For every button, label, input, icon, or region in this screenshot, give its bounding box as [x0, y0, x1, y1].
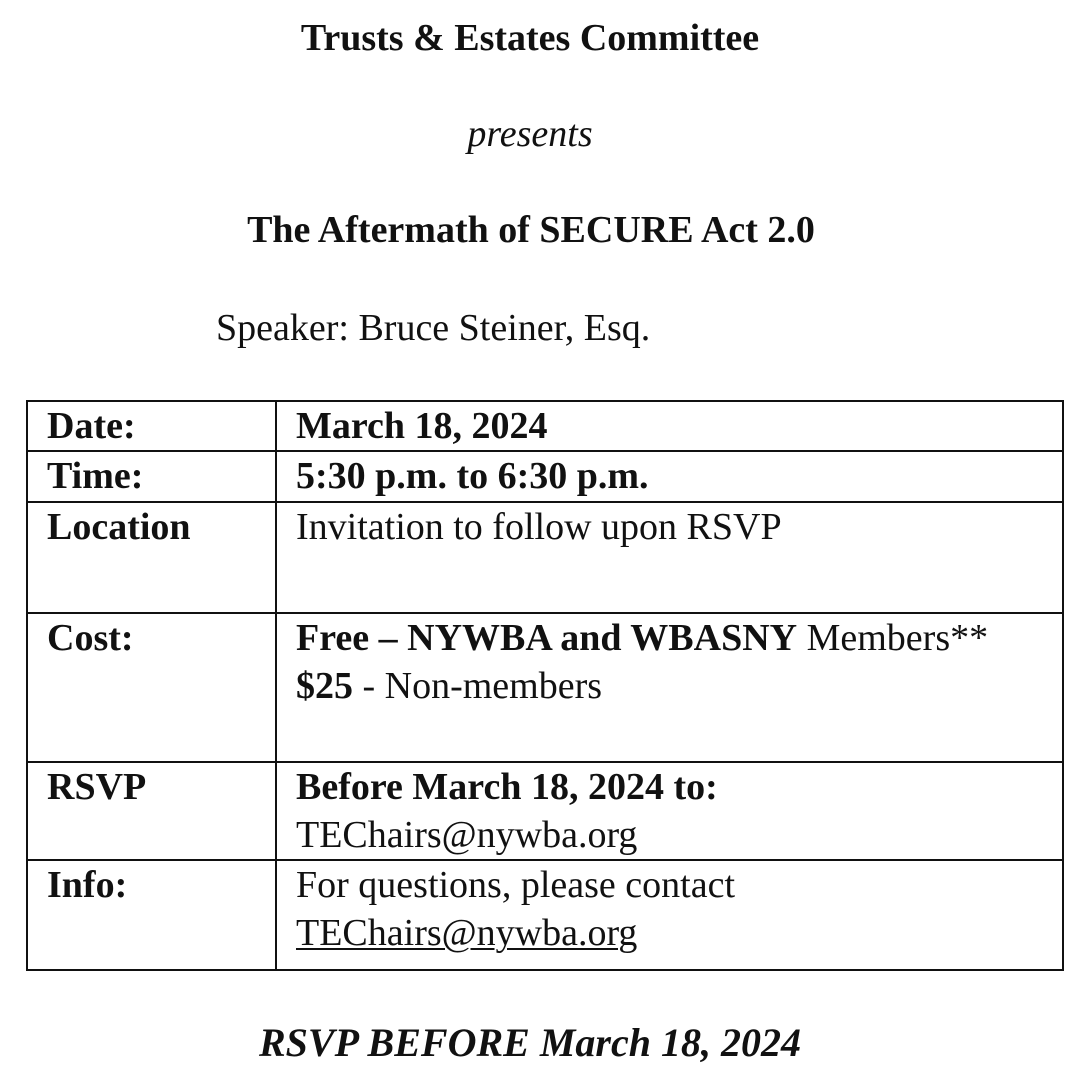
info-value — [276, 860, 1063, 970]
rsvp-deadline: Before March 18, 2024 to: — [296, 766, 718, 808]
date-value: March 18, 2024 — [276, 401, 1063, 451]
event-title: The Aftermath of SECURE Act 2.0 — [247, 209, 815, 251]
info-email-link[interactable]: TEChairs@nywba.org — [296, 912, 638, 954]
speaker-line: Speaker: Bruce Steiner, Esq. — [216, 307, 651, 349]
date-row — [27, 401, 1063, 451]
nonmember-cost-line — [296, 662, 1062, 710]
cost-row — [27, 613, 1063, 762]
member-cost-bold: Free – NYWBA and WBASNY — [296, 617, 798, 659]
member-cost-line — [296, 614, 1062, 662]
time-label: Time: — [27, 451, 276, 502]
rsvp-row — [27, 762, 1063, 860]
time-value: 5:30 p.m. to 6:30 p.m. — [276, 451, 1063, 502]
rsvp-deadline-footer: RSVP BEFORE March 18, 2024 — [259, 1020, 801, 1065]
rsvp-email: TEChairs@nywba.org — [296, 814, 638, 856]
time-row — [27, 451, 1063, 502]
nonmember-cost-rest: - Non-members — [353, 665, 603, 707]
rsvp-label: RSVP — [27, 762, 276, 860]
location-label: Location — [27, 502, 276, 613]
cost-label: Cost: — [27, 613, 276, 762]
cost-value — [276, 613, 1063, 762]
info-text: For questions, please contact — [296, 864, 736, 906]
location-row — [27, 502, 1063, 613]
info-label: Info: — [27, 860, 276, 970]
committee-name: Trusts & Estates Committee — [300, 17, 760, 59]
date-label: Date: — [27, 401, 276, 451]
rsvp-value — [276, 762, 1063, 860]
event-details-table — [26, 400, 1064, 971]
location-value: Invitation to follow upon RSVP — [276, 502, 1063, 613]
nonmember-cost-bold: $25 — [296, 665, 353, 707]
presents-text: presents — [467, 113, 593, 155]
member-cost-rest: Members** — [797, 617, 989, 659]
info-row — [27, 860, 1063, 970]
